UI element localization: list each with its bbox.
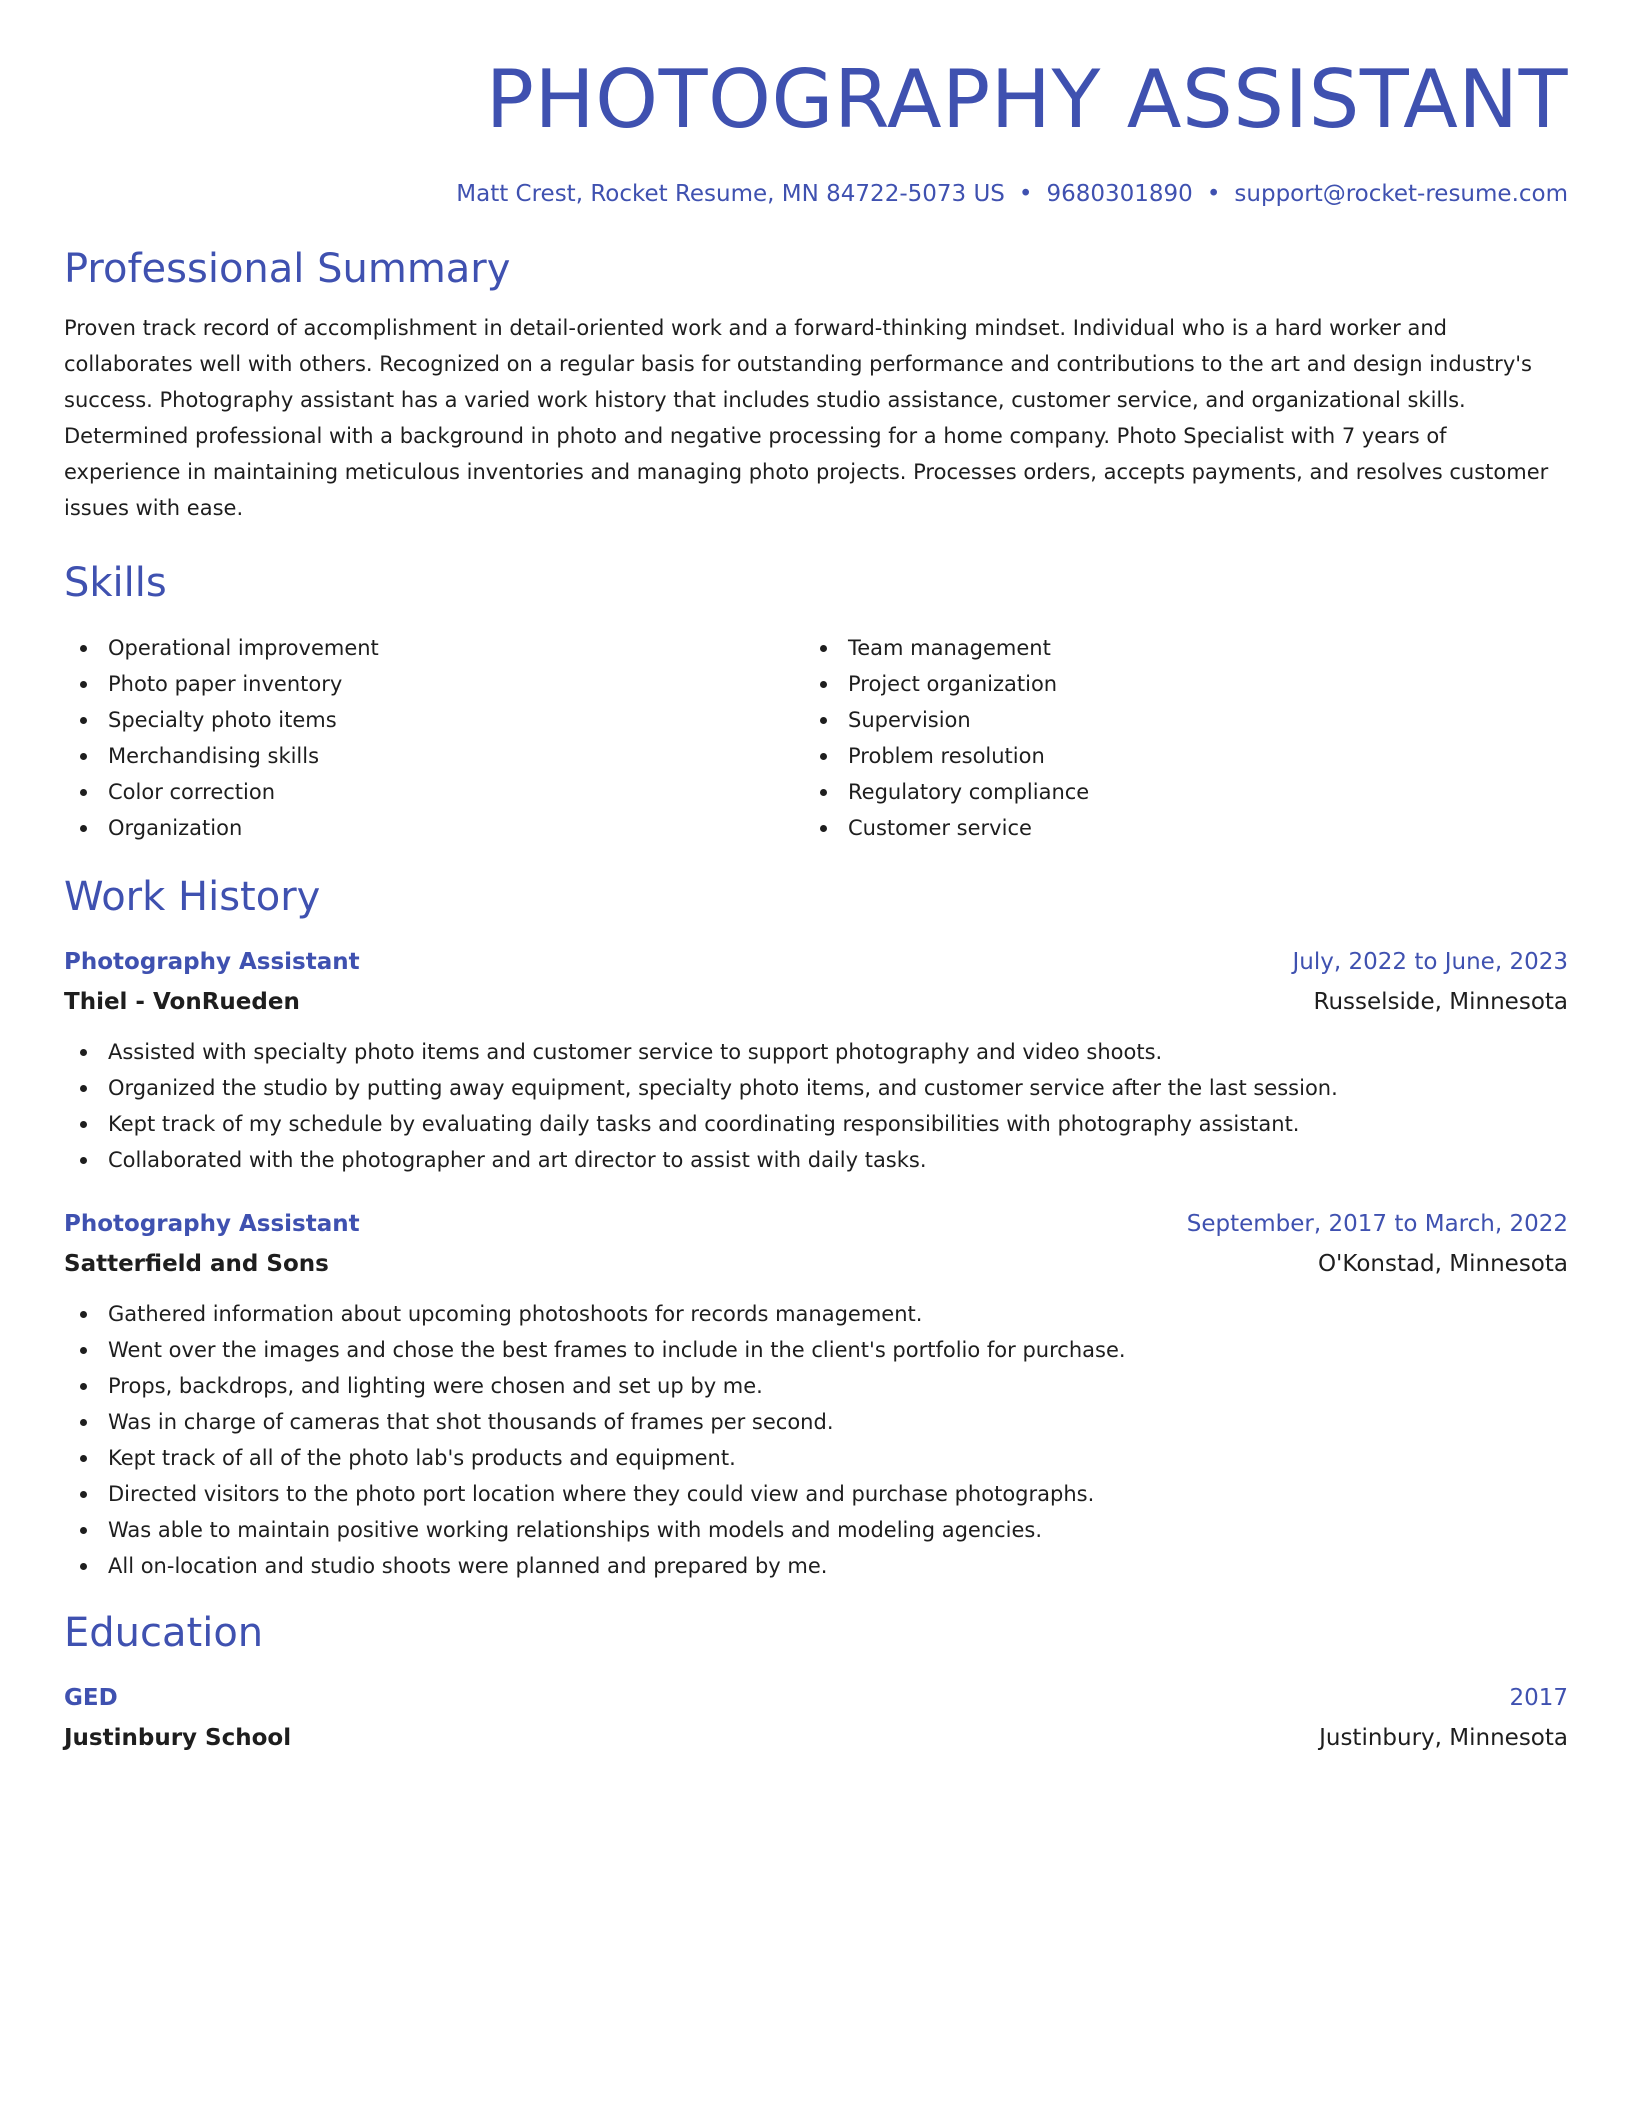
summary-text: Proven track record of accomplishment in detail-oriented work and a forward-thinking mindset. Individual who is a hard worker and collaborates well with others. Recognized on a regular basis for outstanding performance and contributions to the art and design industry's success. Photography assistant has a varied work history that includes studio assistance, customer service, and organizational skills. Determined professional with a background in photo and negative processing for a home company. Photo Specialist with 7 years of experience in maintaining meticulous inventories and managing photo projects. Processes orders, accepts payments, and resolves customer issues with ease.: [64, 316, 1549, 520]
summary-heading: Professional Summary: [64, 246, 511, 292]
skill-item: Project organization: [804, 666, 1544, 702]
skill-item: Problem resolution: [804, 738, 1544, 774]
skill-item: Regulatory compliance: [804, 774, 1544, 810]
job-title-row: [64, 942, 1568, 982]
skill-item: Operational improvement: [64, 630, 804, 666]
job-responsibilities: [64, 1034, 1568, 1178]
skill-item: Customer service: [804, 810, 1544, 846]
skill-item: Organization: [64, 810, 804, 846]
skills-section: [64, 558, 1568, 846]
responsibility-item: Was able to maintain positive working relationships with models and modeling agencies.: [64, 1512, 1568, 1548]
responsibility-item: Organized the studio by putting away equipment, specialty photo items, and customer service after the last session.: [64, 1070, 1568, 1106]
education-school-row: [64, 1718, 1568, 1758]
job-company-row: [64, 1244, 1568, 1284]
job-entry: [64, 1204, 1568, 1584]
job-dates: July, 2022 to June, 2023: [1292, 949, 1568, 975]
job-company: Satterfield and Sons: [64, 1251, 329, 1277]
responsibility-item: Was in charge of cameras that shot thousands of frames per second.: [64, 1404, 1568, 1440]
job-responsibilities: [64, 1296, 1568, 1584]
skills-column-right: [804, 630, 1544, 846]
job-title-row: [64, 1204, 1568, 1244]
work-history-heading: Work History: [64, 874, 321, 920]
job-title: Photography Assistant: [64, 1211, 360, 1237]
responsibility-item: Gathered information about upcoming photoshoots for records management.: [64, 1296, 1568, 1332]
skill-item: Specialty photo items: [64, 702, 804, 738]
education-degree-row: [64, 1678, 1568, 1718]
responsibility-item: Collaborated with the photographer and art director to assist with daily tasks.: [64, 1142, 1568, 1178]
job-title-heading: PHOTOGRAPHY ASSISTANT: [485, 53, 1568, 146]
responsibility-item: Assisted with specialty photo items and customer service to support photography and video shoots.: [64, 1034, 1568, 1070]
education-school: Justinbury School: [64, 1725, 292, 1751]
contact-separator: •: [1206, 181, 1221, 207]
summary-section: [64, 244, 1568, 526]
job-entry: [64, 942, 1568, 1178]
skill-item: Team management: [804, 630, 1544, 666]
contact-phone: 9680301890: [1046, 181, 1193, 207]
responsibility-item: Went over the images and chose the best frames to include in the client's portfolio for purchase.: [64, 1332, 1568, 1368]
contact-separator: •: [1018, 181, 1033, 207]
job-dates: September, 2017 to March, 2022: [1186, 1211, 1568, 1237]
job-company-row: [64, 982, 1568, 1022]
responsibility-item: Kept track of all of the photo lab's products and equipment.: [64, 1440, 1568, 1476]
education-section: [64, 1608, 1568, 1758]
education-degree: GED: [64, 1685, 118, 1711]
job-location: Russelside, Minnesota: [1313, 989, 1568, 1015]
skills-heading: Skills: [64, 560, 167, 606]
responsibility-item: All on-location and studio shoots were planned and prepared by me.: [64, 1548, 1568, 1584]
responsibility-item: Directed visitors to the photo port location where they could view and purchase photographs.: [64, 1476, 1568, 1512]
job-title: Photography Assistant: [64, 949, 360, 975]
work-history-section: [64, 872, 1568, 1584]
responsibility-item: Kept track of my schedule by evaluating daily tasks and coordinating responsibilities with photography assistant.: [64, 1106, 1568, 1142]
contact-line: [64, 178, 1568, 210]
education-year: 2017: [1509, 1685, 1568, 1711]
education-heading: Education: [64, 1610, 264, 1656]
responsibility-item: Props, backdrops, and lighting were chosen and set up by me.: [64, 1368, 1568, 1404]
skills-column-left: [64, 630, 804, 846]
skill-item: Photo paper inventory: [64, 666, 804, 702]
contact-address: Matt Crest, Rocket Resume, MN 84722-5073 US: [456, 181, 1005, 207]
skill-item: Merchandising skills: [64, 738, 804, 774]
job-company: Thiel - VonRueden: [64, 989, 300, 1015]
skills-grid: [64, 630, 1568, 846]
education-location: Justinbury, Minnesota: [1319, 1725, 1568, 1751]
skill-item: Color correction: [64, 774, 804, 810]
skills-list-right: [804, 630, 1544, 846]
job-location: O'Konstad, Minnesota: [1317, 1251, 1568, 1277]
contact-email[interactable]: support@rocket-resume.com: [1234, 181, 1568, 207]
skills-list-left: [64, 630, 804, 846]
resume-header: [64, 52, 1568, 210]
education-entry: [64, 1678, 1568, 1758]
skill-item: Supervision: [804, 702, 1544, 738]
